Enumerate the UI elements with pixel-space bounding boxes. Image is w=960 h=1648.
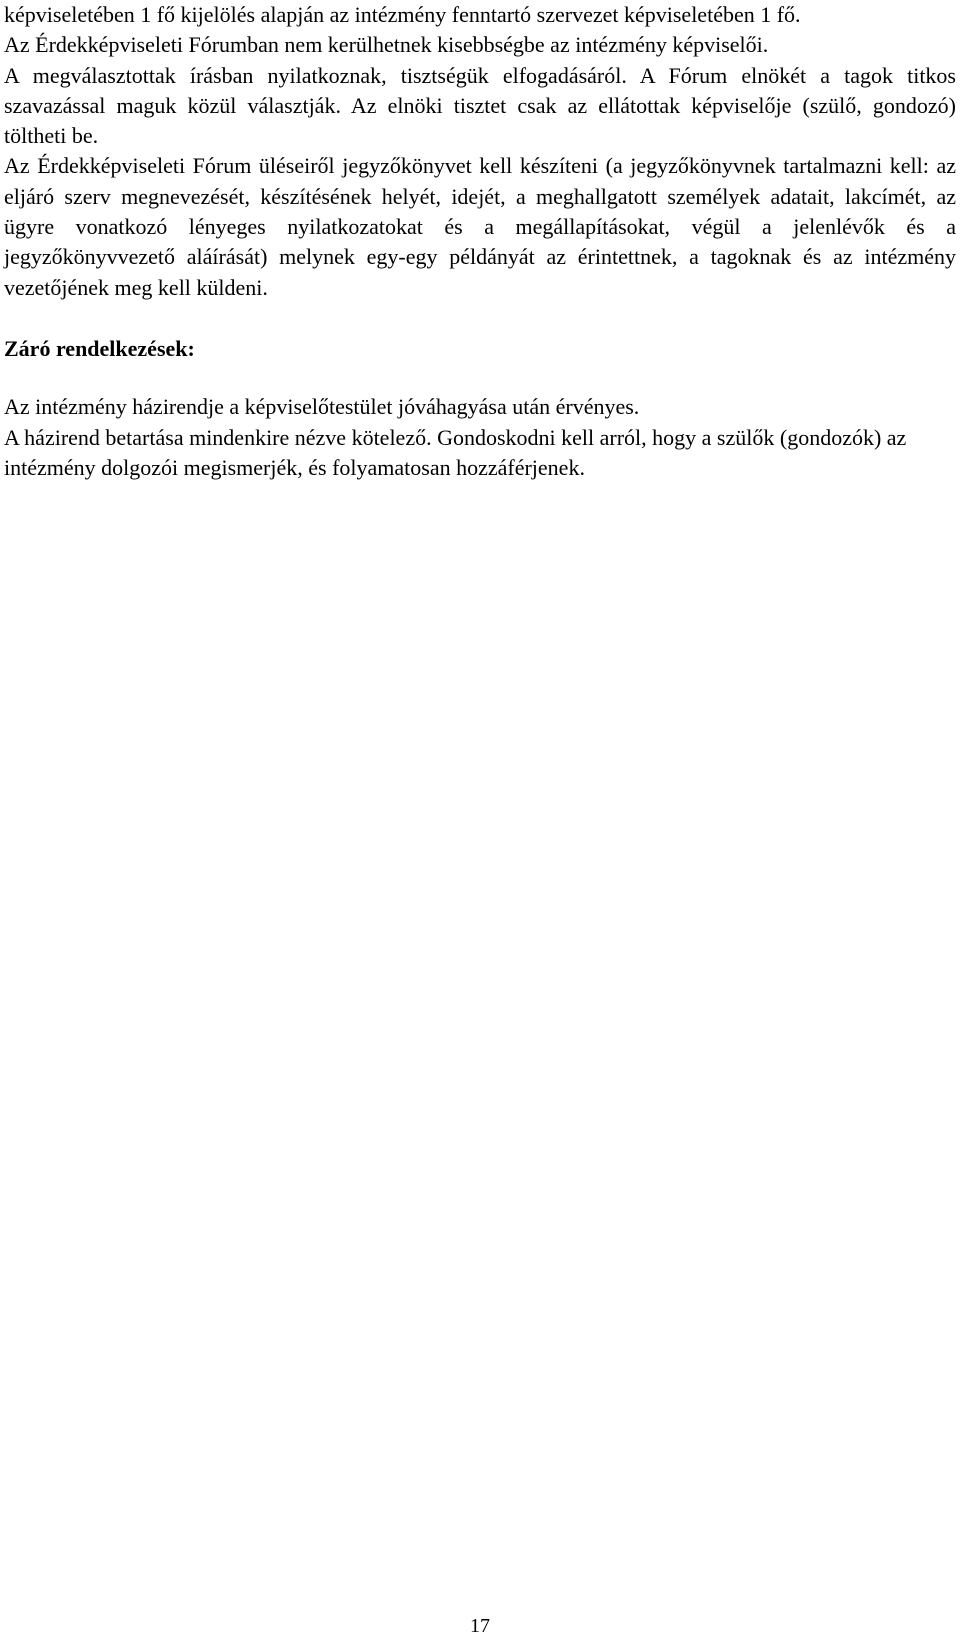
paragraph-minority-rule: Az Érdekképviseleti Fórumban nem kerülhetnek kisebbségbe az intézmény képviselői. [4, 32, 769, 58]
paragraph-minutes: Az Érdekképviseleti Fórum üléseiről jegyzőkönyvet kell készíteni (a jegyzőkönyvnek tartalmazni kell: az eljáró szerv megnevezését, készítésének helyét, idejét, a meghallgatott személyek adatait, lakcímét, az ügyre vonatkozó lényeges nyilatkozatokat és a megállapításokat, végül a jelenlévők és a jegyzőkönyvvezető aláírását) melynek egy-egy példányát az érintettnek, a tagoknak és az intézmény vezetőjének meg kell küldeni. [4, 153, 956, 300]
spacer [4, 364, 956, 392]
page-number: 17 [470, 1615, 490, 1637]
spacer [4, 303, 956, 334]
document-body [4, 0, 956, 483]
section-heading: Záró rendelkezések: [4, 335, 195, 361]
paragraph-validity: Az intézmény házirendje a képviselőtestület jóváhagyása után érvényes. [4, 394, 640, 420]
paragraph-representatives: képviseletében 1 fő kijelölés alapján az intézmény fenntartó szervezet képviseletében 1 fő. [4, 2, 801, 27]
paragraph-compliance: A házirend betartása mindenkire nézve kötelező. Gondoskodni kell arról, hogy a szülők (gondozók) az intézmény dolgozói megismerjék, és folyamatosan hozzáférjenek. [4, 424, 907, 480]
paragraph-election: A megválasztottak írásban nyilatkoznak, tisztségük elfogadásáról. A Fórum elnökét a tagok titkos szavazással maguk közül választják. Az elnöki tisztet csak az ellátottak képviselője (szülő, gondozó) töltheti be. [4, 62, 956, 149]
